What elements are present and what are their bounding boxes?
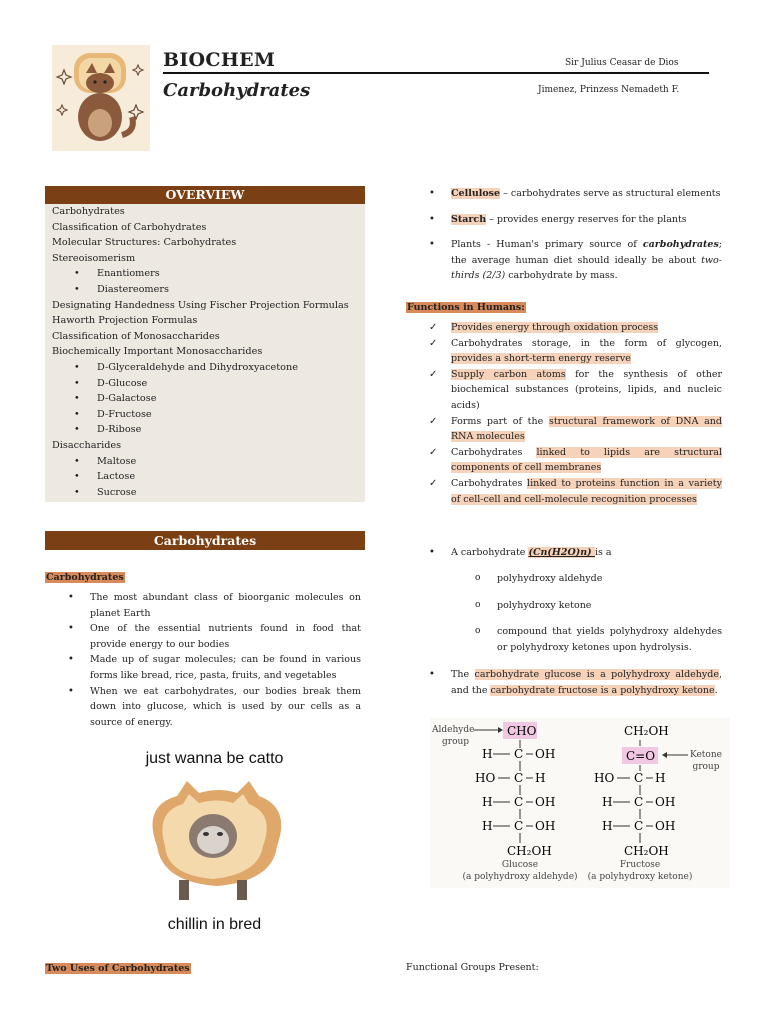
glucose-fructose-figure (430, 718, 730, 888)
glucose-highlight: carbohydrate glucose is a polyhydroxy aldehyde (474, 669, 719, 680)
list-item (451, 545, 722, 561)
list-item: • When we eat carbohydrates, our bodies break them down into glucose, which is used by our cells as a source of energy. (90, 684, 361, 731)
function-highlight: provides a short-term energy reserve (451, 353, 631, 365)
glucose-fructose-list (451, 667, 722, 698)
bullet-icon: • (74, 424, 80, 436)
list-item (451, 320, 722, 336)
svg-text:H: H (482, 819, 493, 833)
two-uses-label: Two Uses of Carbohydrates (46, 963, 190, 974)
overview-subitem-label: D-Galactose (97, 393, 157, 405)
svg-text:OH: OH (535, 819, 556, 833)
functional-groups-heading: Functional Groups Present: (406, 962, 539, 973)
overview-item: Biochemically Important Monosaccharides (52, 346, 263, 358)
overview-item: Stereoisomerism (52, 252, 136, 264)
cellulose-text: – carbohydrates serve as structural elements (500, 188, 721, 199)
overview-box (45, 204, 365, 502)
function-text: Provides energy through oxidation process (451, 322, 659, 333)
list-item: • One of the essential nutrients found in food that provide energy to our bodies (90, 621, 361, 652)
svg-text:H: H (482, 795, 493, 809)
svg-text:H: H (602, 795, 613, 809)
overview-subitem (52, 282, 365, 298)
fructose-description: (a polyhydroxy ketone) (587, 872, 693, 882)
definition-text: , and the (451, 669, 723, 696)
overview-subitem (52, 469, 365, 485)
overview-subitem (52, 485, 365, 501)
starch-text: – provides energy reserves for the plants (486, 213, 687, 225)
definition-text: is a (594, 547, 612, 558)
functions-list (451, 320, 722, 507)
overview-subitem (52, 360, 365, 376)
document-title: BIOCHEM (163, 49, 276, 71)
definition-list (451, 545, 722, 571)
function-text: Carbohydrates storage, in the form of glycogen, (451, 337, 722, 349)
overview-subitem-label: Maltose (97, 455, 137, 467)
overview-subitem-label: Diastereomers (97, 283, 169, 295)
function-highlight: structural framework of DNA and RNA molecules (451, 415, 722, 443)
svg-text:CH₂OH: CH₂OH (624, 844, 669, 858)
svg-text:H: H (482, 747, 493, 761)
svg-text:OH: OH (535, 795, 556, 809)
list-item: • The most abundant class of bioorganic molecules on planet Earth (90, 590, 361, 621)
list-item (451, 476, 722, 507)
function-highlight: linked to lipids are structural components of cell membranes (451, 446, 722, 474)
list-item (451, 186, 722, 202)
ketone-label: Ketone (690, 750, 722, 760)
svg-text:C: C (514, 819, 524, 833)
function-text: Carbohydrates (451, 477, 528, 489)
overview-subitem-label: Lactose (97, 471, 136, 483)
svg-text:C: C (514, 747, 524, 761)
bullet-icon: • (74, 393, 80, 405)
list-item: o polyhydroxy ketone (497, 598, 722, 614)
glucose-description: (a polyhydroxy aldehyde) (462, 872, 578, 882)
glucose-caption (450, 859, 590, 883)
svg-text:HO: HO (475, 771, 496, 785)
plants-fraction: two-thirds (2/3) (451, 254, 722, 282)
svg-text:C=O: C=O (626, 749, 656, 763)
bullet-icon: • (74, 408, 80, 420)
overview-subitem (52, 407, 365, 423)
meme-bottom-caption: chillin in bred (167, 916, 262, 933)
overview-subitem (52, 422, 365, 438)
svg-text:CH₂OH: CH₂OH (624, 724, 669, 738)
overview-list (45, 204, 365, 500)
overview-subitem (52, 454, 365, 470)
svg-text:OH: OH (655, 819, 676, 833)
overview-item: Classification of Carbohydrates (52, 221, 207, 233)
list-item (451, 414, 722, 445)
plant-uses-list (451, 186, 722, 284)
bullet-icon: • (74, 283, 80, 295)
overview-subitem (52, 266, 365, 282)
list-item (451, 667, 722, 698)
document-subtitle: Carbohydrates (163, 80, 311, 101)
definition-text: The (451, 669, 475, 680)
list-item (451, 212, 722, 228)
svg-text:OH: OH (655, 795, 676, 809)
overview-heading: OVERVIEW (45, 186, 365, 204)
fructose-name: Fructose (619, 860, 661, 870)
overview-item: Carbohydrates (52, 206, 125, 217)
cat-bread-meme (117, 746, 312, 942)
aldehyde-label-line2: group (442, 737, 470, 747)
overview-subitem (52, 391, 365, 407)
header-rule (163, 72, 709, 74)
instructor-name: Sir Julius Ceasar de Dios (565, 58, 679, 68)
glucose-name: Glucose (501, 860, 539, 870)
overview-item: Haworth Projection Formulas (52, 315, 198, 327)
svg-text:HO: HO (594, 771, 615, 785)
carbohydrates-heading: Carbohydrates (45, 531, 365, 550)
ketone-label-line2: group (692, 762, 720, 772)
bullet-icon: • (74, 377, 80, 389)
plants-emphasis: carbohydrates (642, 239, 719, 251)
fructose-caption (570, 859, 710, 883)
definition-text: A carbohydrate (451, 547, 529, 558)
meme-top-caption: just wanna be catto (145, 750, 284, 767)
bullet-icon: • (74, 268, 80, 280)
function-text: Carbohydrates (451, 446, 537, 458)
list-item (451, 336, 722, 367)
list-item (451, 367, 722, 414)
carbohydrates-bullets (90, 590, 361, 730)
functions-label: Functions in Humans: (407, 302, 525, 313)
svg-text:C: C (514, 771, 524, 785)
overview-item: Disaccharides (52, 439, 122, 451)
author-name: Jimenez, Prinzess Nemadeth F. (538, 85, 680, 95)
overview-item: Designating Handedness Using Fischer Projection Formulas (52, 299, 349, 311)
definition-text: . (714, 684, 718, 696)
overview-subitem-label: D-Glyceraldehyde and Dihydroxyacetone (97, 361, 298, 373)
function-highlight: linked to proteins function in a variety of cell-cell and cell-molecule recognition processes (451, 477, 722, 505)
overview-subitem-label: D-Ribose (97, 424, 142, 436)
overview-subitem-label: Enantiomers (97, 268, 160, 280)
svg-text:H: H (655, 771, 666, 785)
overview-item: Classification of Monosaccharides (52, 330, 220, 342)
list-item: o polyhydroxy aldehyde (497, 571, 722, 587)
function-text: for the synthesis of other biochemical substances (proteins, lipids, and nucleic acids) (451, 368, 723, 411)
svg-text:OH: OH (535, 747, 556, 761)
plants-text: carbohydrate by mass. (505, 270, 618, 282)
fructose-highlight: carbohydrate fructose is a polyhydroxy ketone (490, 684, 715, 696)
bullet-icon: • (74, 361, 80, 373)
aldehyde-label: Aldehyde (432, 725, 475, 735)
overview-subitem (52, 376, 365, 392)
definition-sublist (497, 571, 722, 655)
cat-in-bread-image (117, 776, 312, 906)
list-item: • Made up of sugar molecules; can be found in various forms like bread, rice, pasta, fruits, and vegetables (90, 652, 361, 683)
list-item (451, 237, 722, 284)
svg-text:C: C (634, 795, 644, 809)
carbohydrate-formula: (Cn(H2O)n) (528, 547, 595, 558)
function-text: Forms part of the (451, 415, 549, 427)
bullet-icon: • (74, 455, 80, 467)
svg-text:C: C (514, 795, 524, 809)
svg-text:CHO: CHO (507, 724, 537, 738)
svg-text:C: C (634, 819, 644, 833)
bullet-icon: • (74, 471, 80, 483)
plants-text: ; the average human diet should ideally be about (451, 239, 722, 266)
svg-text:CH₂OH: CH₂OH (507, 844, 552, 858)
list-item: o compound that yields polyhydroxy aldehydes or polyhydroxy ketones upon hydrolysis. (497, 624, 722, 655)
aldehyde-group-label (432, 724, 474, 748)
svg-text:H: H (602, 819, 613, 833)
list-item (451, 445, 722, 476)
cat-toast-logo (52, 45, 150, 151)
function-highlight: Supply carbon atoms (451, 368, 566, 380)
ketone-group-label (690, 749, 722, 773)
carbohydrates-label: Carbohydrates (46, 572, 124, 583)
starch-term: Starch (451, 213, 487, 225)
svg-text:C: C (634, 771, 644, 785)
overview-subitem-label: D-Glucose (97, 377, 148, 389)
cellulose-term: Cellulose (451, 188, 501, 199)
bullet-icon: • (74, 486, 80, 498)
svg-text:H: H (535, 771, 546, 785)
overview-subitem-label: D-Fructose (97, 408, 152, 420)
overview-item: Molecular Structures: Carbohydrates (52, 237, 237, 249)
plants-text: Plants - Human's primary source of (451, 239, 643, 251)
overview-subitem-label: Sucrose (97, 486, 137, 498)
